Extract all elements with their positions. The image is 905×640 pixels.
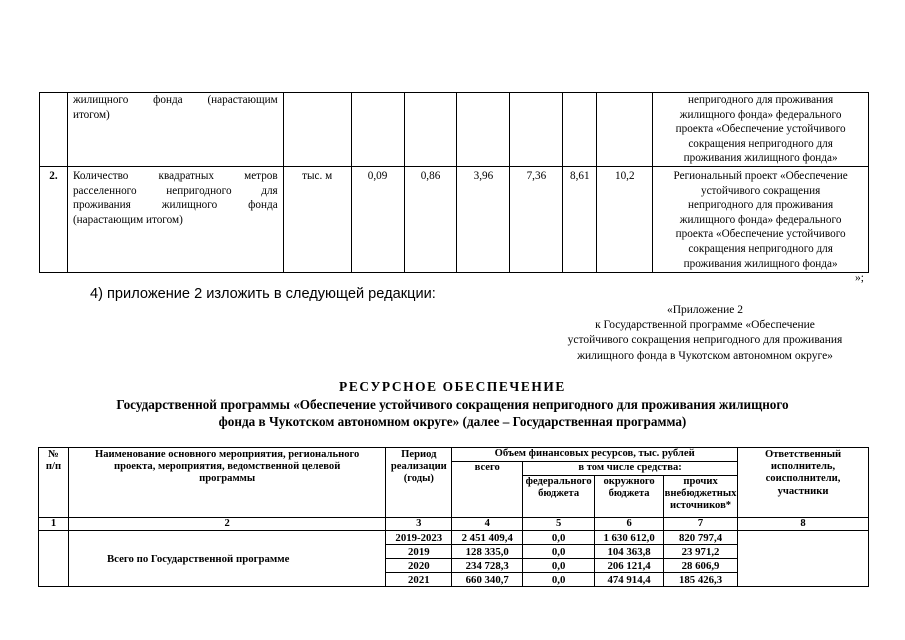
column-number-row: 1 2 3 4 5 6 7 8 [39,518,869,531]
table-row [39,531,869,545]
cell-other: 28 606,9 [664,559,738,573]
cell-value: 3,96 [457,166,510,272]
cell-period: 2020 [386,559,452,573]
page-title: РЕСУРСНОЕ ОБЕСПЕЧЕНИЕ [339,379,566,394]
header-responsible: Ответственный исполнитель, соисполнители, участники [738,448,869,518]
header-other: прочих внебюджетных источников* [664,476,738,518]
cell-num: 2. [40,166,68,272]
paragraph-text: 4) приложение 2 изложить в следующей редакции: [90,286,436,302]
cell-period: 2021 [386,573,452,587]
header-district: окружного бюджета [595,476,664,518]
cell-federal: 0,0 [523,559,595,573]
cell-district: 1 630 612,0 [595,531,664,545]
cell-value: 0,09 [351,166,404,272]
cell-other: 23 971,2 [664,545,738,559]
page-subtitle: Государственной программы «Обеспечение устойчивого сокращения непригодного для проживания жилищного фонда в Чукотском автономном округе» (далее – Государственная программа) [116,397,789,429]
cell-indicator-name: жилищного фонда (нарастающим итогом) [67,93,283,167]
cell-period: 2019 [386,545,452,559]
header-row [39,448,869,462]
cell-value: 0,86 [404,166,457,272]
cell-period: 2019-2023 [386,531,452,545]
cell-unit: тыс. м [283,166,351,272]
cell-project: непригодного для проживания жилищного фонда» федерального проекта «Обеспечение устойчивого сокращения непригодного для проживания жилищного фонда» [653,93,869,167]
cell-other: 185 426,3 [664,573,738,587]
table-row [40,93,869,167]
cell-district: 474 914,4 [595,573,664,587]
cell-num [40,93,68,167]
cell-project: Региональный проект «Обеспечение устойчивого сокращения непригодного для проживания жилищного фонда» федерального проекта «Обеспечение устойчивого сокращения непригодного для проживания жилищного фонда» [653,166,869,272]
header-federal: федерального бюджета [523,476,595,518]
cell-indicator-name: Количество квадратных метров расселенного непригодного для проживания жилищного фонда (нарастающим итогом) [67,166,283,272]
header-including: в том числе средства: [523,462,738,476]
cell-value: 10,2 [597,166,653,272]
header-name: Наименование основного мероприятия, регионального проекта, мероприятия, ведомственной целевой программы [68,448,385,518]
appendix-caption: «Приложение 2 к Государственной программе «Обеспечение устойчивого сокращения непригодного для проживания жилищного фонда в Чукотском автономном округе» [567,304,843,362]
cell-federal: 0,0 [523,545,595,559]
cell-district: 206 121,4 [595,559,664,573]
header-total: всего [452,462,523,518]
cell-total: 128 335,0 [452,545,523,559]
cell-federal: 0,0 [523,573,595,587]
total-label: Всего по Государственной программе [68,531,385,587]
indicators-table [39,92,869,273]
table-row [40,166,869,272]
cell-total: 234 728,3 [452,559,523,573]
header-num: № п/п [39,448,69,518]
header-period: Период реализации (годы) [386,448,452,518]
closing-quote: »; [855,272,864,284]
cell-federal: 0,0 [523,531,595,545]
header-volume: Объем финансовых ресурсов, тыс. рублей [452,448,738,462]
cell-total: 660 340,7 [452,573,523,587]
cell-total: 2 451 409,4 [452,531,523,545]
cell-other: 820 797,4 [664,531,738,545]
cell-value: 7,36 [510,166,563,272]
cell-district: 104 363,8 [595,545,664,559]
cell-value: 8,61 [563,166,597,272]
resource-table [38,447,869,587]
